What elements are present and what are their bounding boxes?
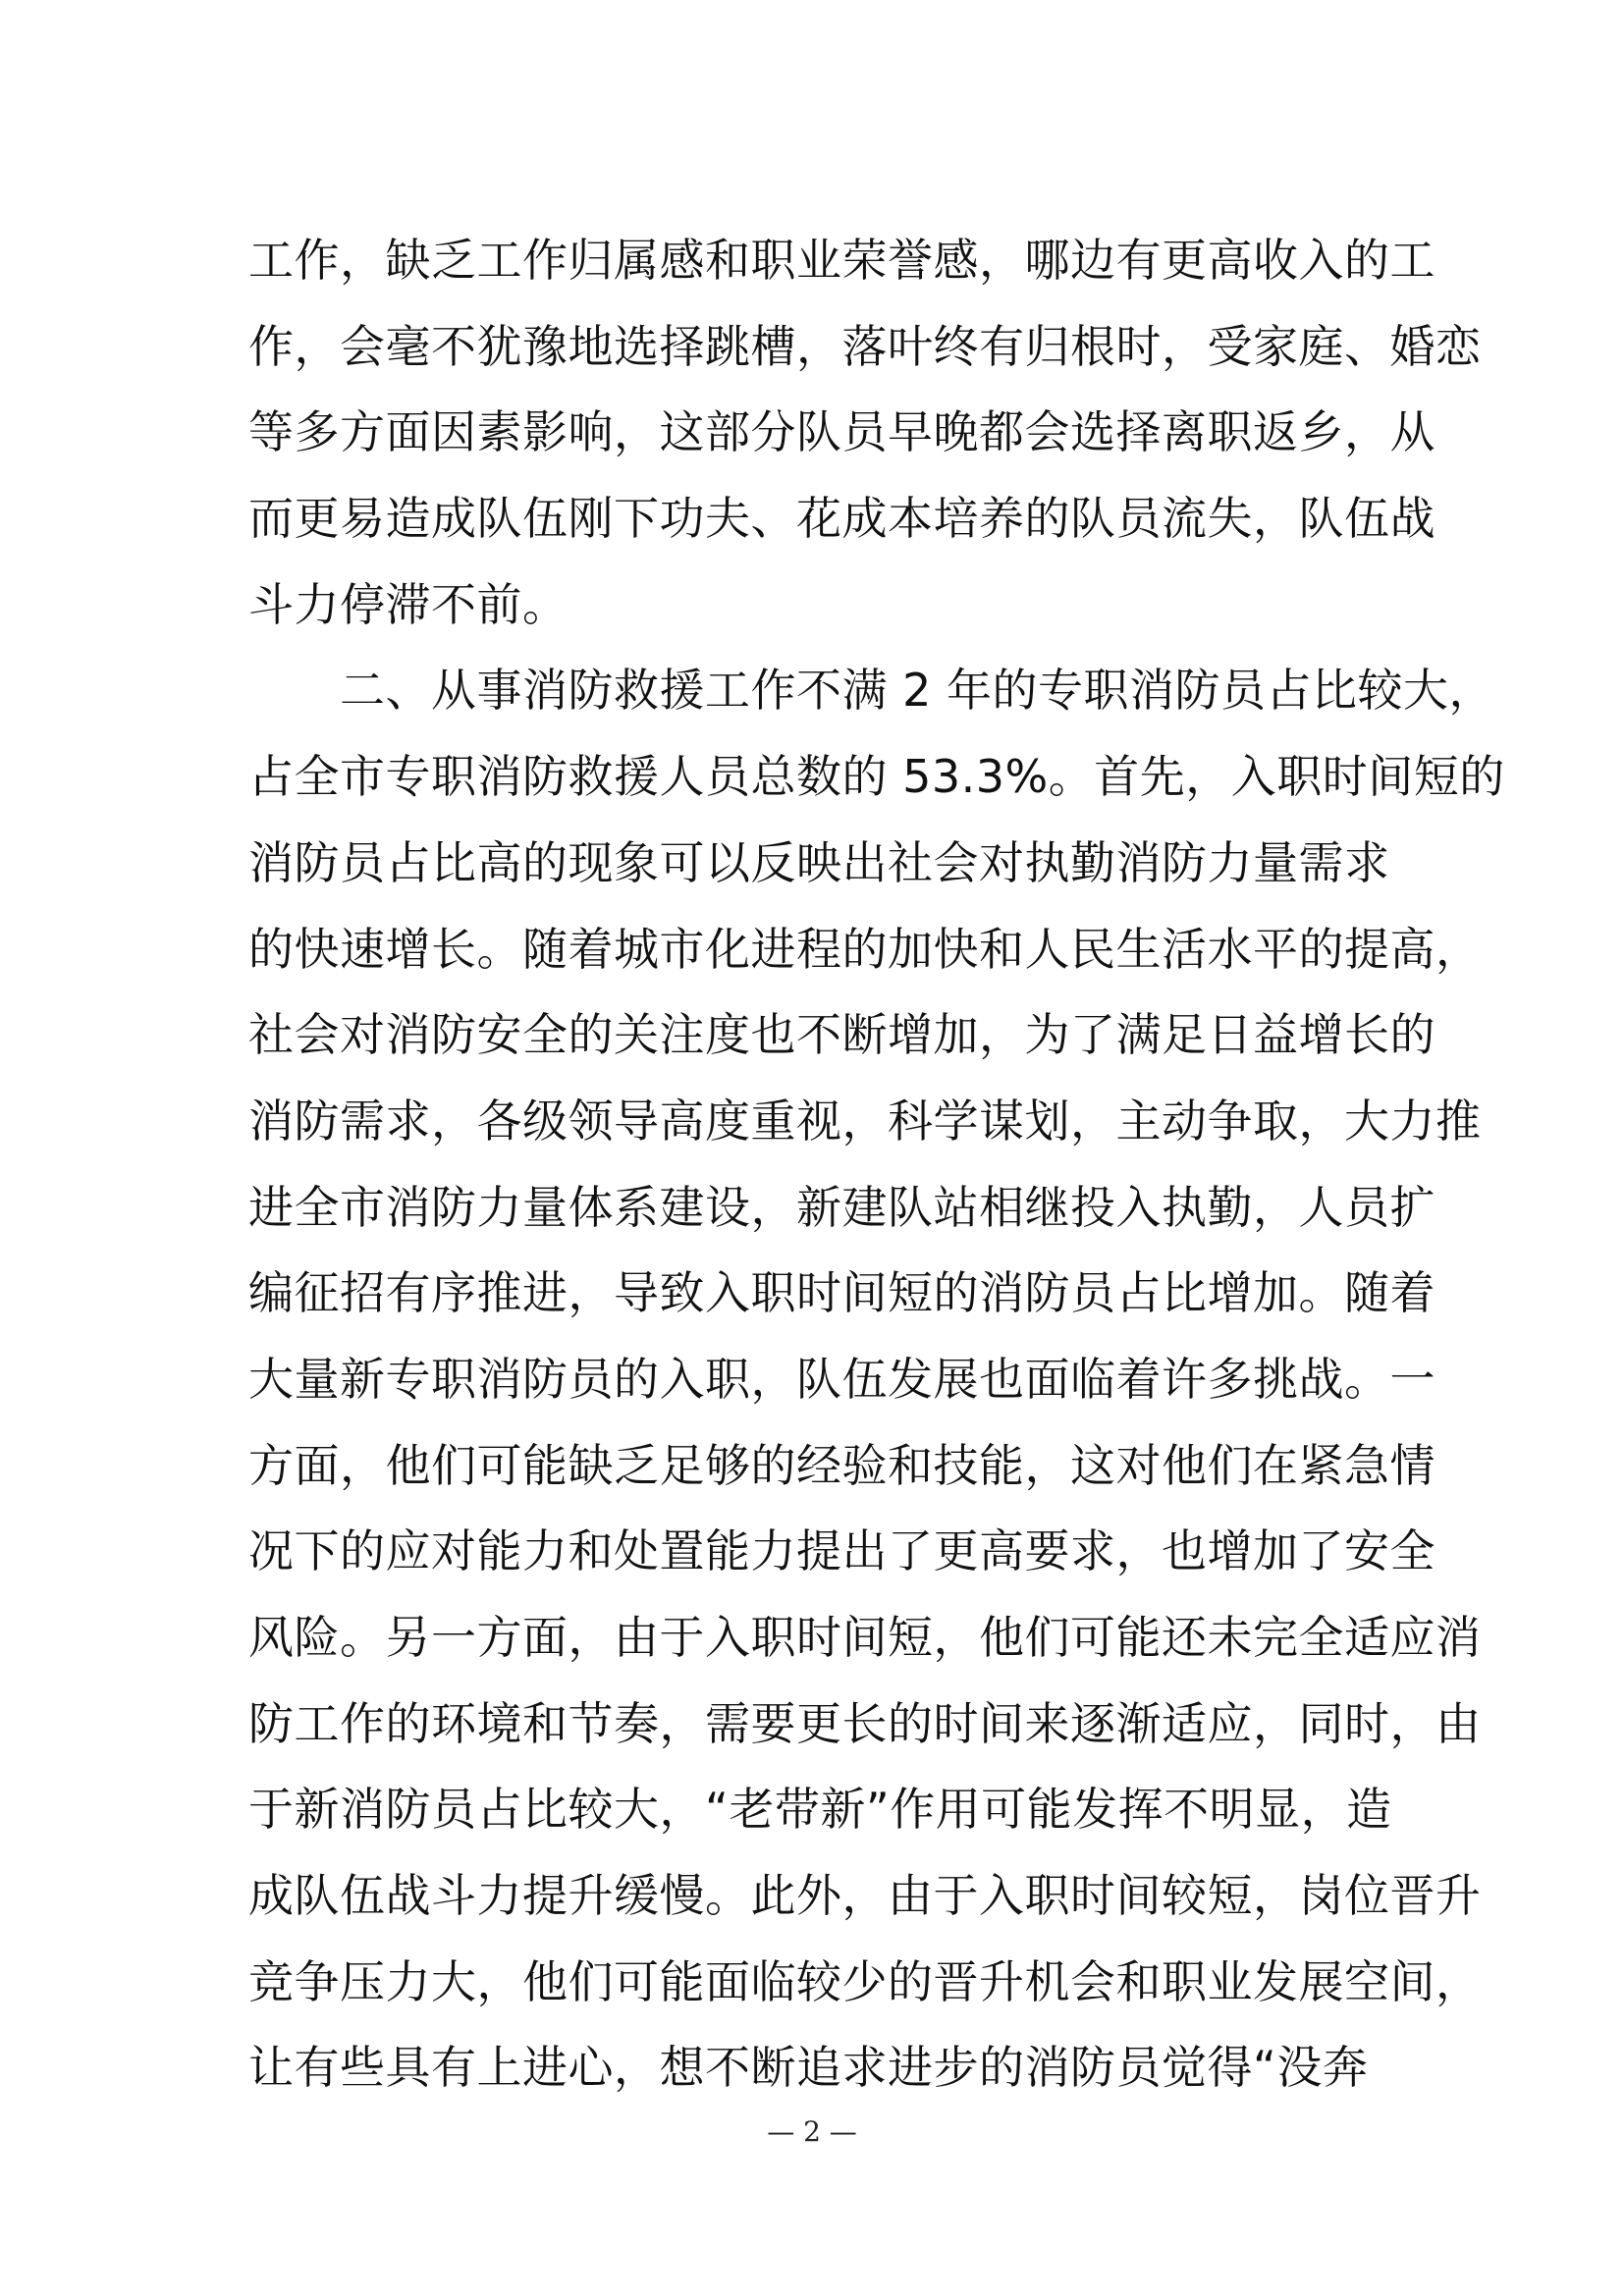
text-line: 于新消防员占比较大，“老带新”作用可能发挥不明显，造 xyxy=(248,1783,1392,1837)
text-line: 让有些具有上进心，想不断追求进步的消防员觉得“没奔 xyxy=(248,2041,1369,2095)
text-line: 二、从事消防救援工作不满 2 年的专职消防员占比较大， xyxy=(248,664,1495,718)
text-line: 竞争压力大，他们可能面临较少的晋升机会和职业发展空间， xyxy=(248,1954,1482,2008)
text-line: 消防员占比高的现象可以反映出社会对执勤消防力量需求 xyxy=(248,835,1390,889)
text-line: 防工作的环境和节奏，需要更长的时间来逐渐适应，同时，由 xyxy=(248,1696,1482,1750)
text-line: 作，会毫不犹豫地选择跳槽，落叶终有归根时，受家庭、婚恋 xyxy=(248,319,1482,373)
text-line: 工作，缺乏工作归属感和职业荣誉感，哪边有更高收入的工 xyxy=(248,234,1435,287)
text-line: 占全市专职消防救援人员总数的 53.3%。首先，入职时间短的 xyxy=(248,750,1505,804)
text-line: 况下的应对能力和处置能力提出了更高要求，也增加了安全 xyxy=(248,1524,1435,1578)
page-number: — 2 — xyxy=(767,2115,857,2148)
text-line: 大量新专职消防员的入职，队伍发展也面临着许多挑战。一 xyxy=(248,1352,1435,1406)
text-line: 等多方面因素影响，这部分队员早晚都会选择离职返乡，从 xyxy=(248,405,1435,459)
text-line: 斗力停滞不前。 xyxy=(248,577,568,631)
text-line: 消防需求，各级领导高度重视，科学谋划，主动争取，大力推 xyxy=(248,1094,1482,1148)
text-line: 而更易造成队伍刚下功夫、花成本培养的队员流失，队伍战 xyxy=(248,492,1435,546)
text-line: 风险。另一方面，由于入职时间短，他们可能还未完全适应消 xyxy=(248,1611,1482,1664)
body-text xyxy=(248,218,1505,2111)
text-line: 进全市消防力量体系建设，新建队站相继投入执勤，人员扩 xyxy=(248,1180,1435,1234)
text-line: 编征招有序推进，导致入职时间短的消防员占比增加。随着 xyxy=(248,1266,1435,1320)
text-line: 成队伍战斗力提升缓慢。此外，由于入职时间较短，岗位晋升 xyxy=(248,1869,1482,1923)
text-line: 的快速增长。随着城市化进程的加快和人民生活水平的提高， xyxy=(248,922,1482,976)
text-line: 方面，他们可能缺乏足够的经验和技能，这对他们在紧急情 xyxy=(248,1438,1435,1492)
text-line: 社会对消防安全的关注度也不断增加，为了满足日益增长的 xyxy=(248,1008,1435,1062)
